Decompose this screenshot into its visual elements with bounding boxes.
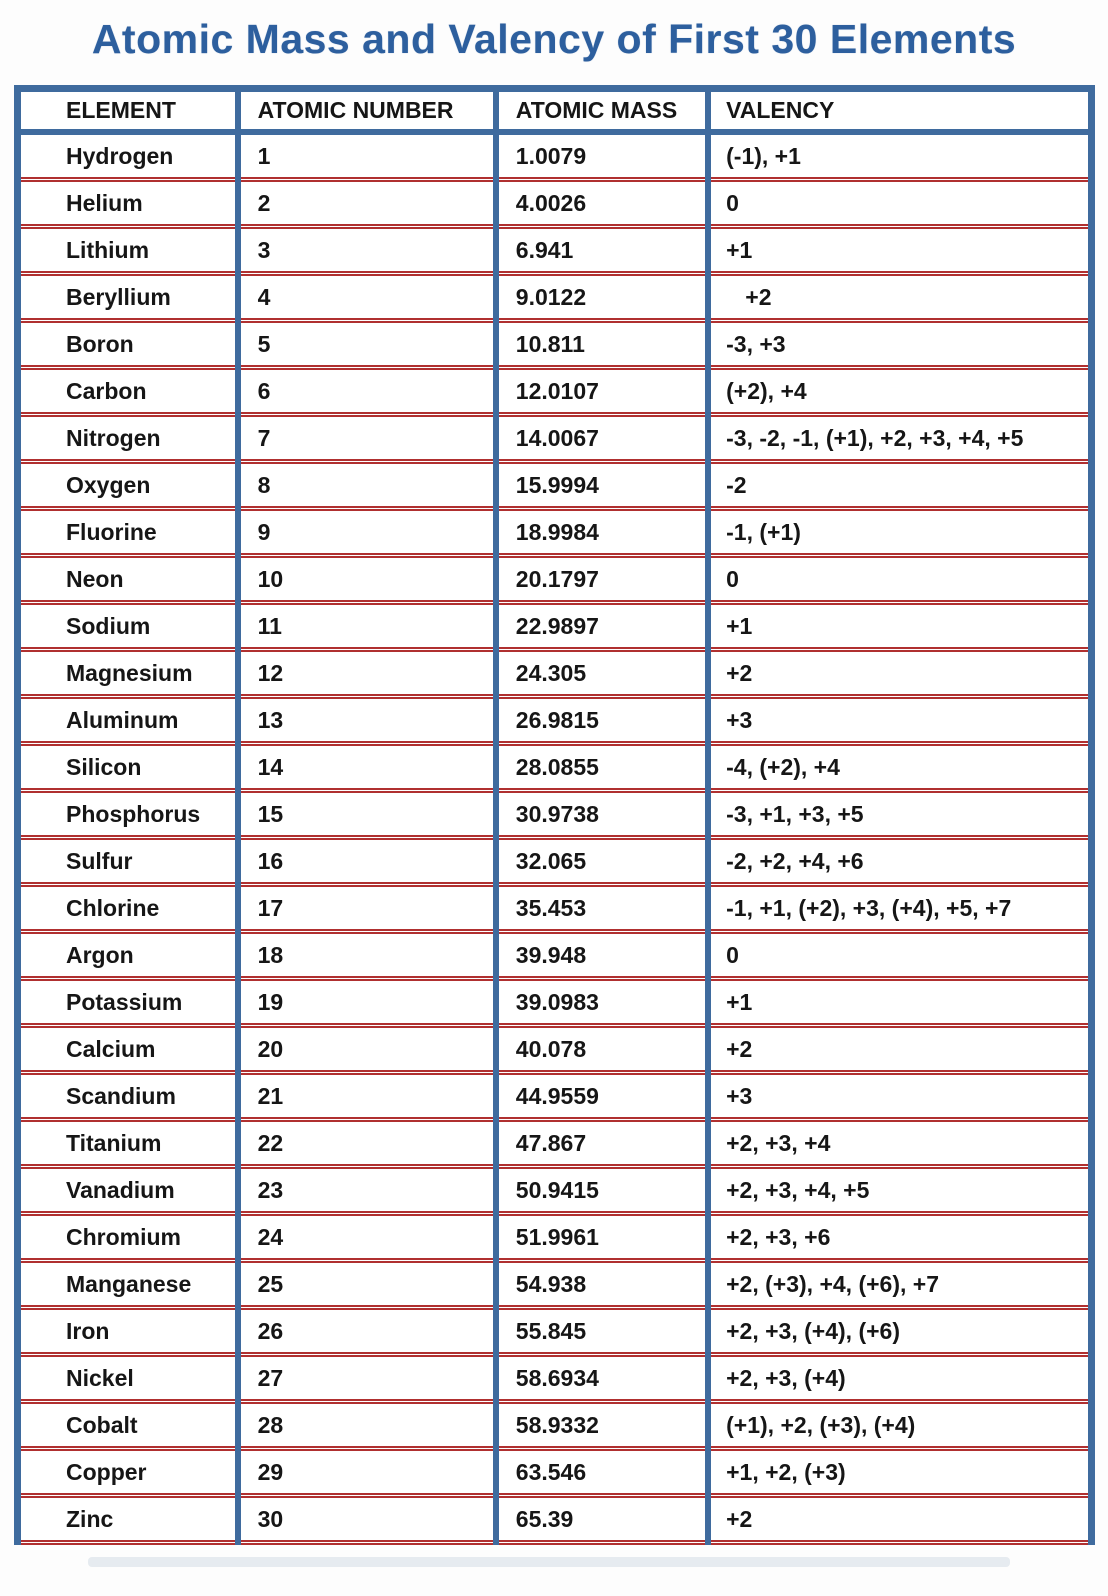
cell-element: Magnesium <box>66 659 193 686</box>
table-row <box>21 699 1088 746</box>
cell-element: Oxygen <box>66 471 151 498</box>
cell-atomic-number: 10 <box>257 565 284 592</box>
table-row <box>21 135 1088 182</box>
cell-element: Phosphorus <box>66 800 201 827</box>
cell-element: Silicon <box>66 753 142 780</box>
cell-element: Iron <box>66 1317 110 1344</box>
cell-atomic-number: 4 <box>257 283 271 310</box>
cell-atomic-number: 1 <box>257 142 271 169</box>
cell-atomic-number: 17 <box>257 894 284 921</box>
cell-valency: +1 <box>726 612 753 639</box>
cell-valency: +2, +3, (+4), (+6) <box>726 1317 900 1344</box>
cell-valency: 0 <box>726 189 739 216</box>
cell-atomic-mass: 47.867 <box>515 1129 587 1156</box>
table-row <box>21 840 1088 887</box>
cell-atomic-mass: 9.0122 <box>515 283 587 310</box>
table-row <box>21 1404 1088 1451</box>
cell-element: Beryllium <box>66 283 171 310</box>
cell-element: Aluminum <box>66 706 179 733</box>
column-separator <box>493 92 499 1545</box>
cell-atomic-number: 2 <box>257 189 271 216</box>
cell-valency: +2 <box>726 1035 753 1062</box>
cell-atomic-mass: 39.948 <box>515 941 587 968</box>
cell-atomic-mass: 58.9332 <box>515 1411 599 1438</box>
cell-element: Vanadium <box>66 1176 175 1203</box>
cell-valency: +1 <box>726 988 753 1015</box>
cell-atomic-mass: 50.9415 <box>515 1176 599 1203</box>
table-row <box>21 605 1088 652</box>
cell-valency: +2 <box>726 283 772 310</box>
cell-element: Sodium <box>66 612 151 639</box>
cell-atomic-number: 8 <box>257 471 271 498</box>
cell-valency: -2, +2, +4, +6 <box>726 847 864 874</box>
table-row <box>21 229 1088 276</box>
table-row <box>21 1498 1088 1545</box>
cell-valency: -1, (+1) <box>726 518 801 545</box>
cell-atomic-mass: 15.9994 <box>515 471 599 498</box>
elements-table <box>14 85 1095 1545</box>
header-atomic-number: ATOMIC NUMBER <box>257 97 454 123</box>
cell-atomic-number: 14 <box>257 753 284 780</box>
table-row <box>21 981 1088 1028</box>
cell-atomic-number: 24 <box>257 1223 284 1250</box>
cell-element: Helium <box>66 189 143 216</box>
cell-atomic-number: 27 <box>257 1364 284 1391</box>
cell-atomic-number: 11 <box>257 612 282 639</box>
cell-valency: +2, +3, +4 <box>726 1129 831 1156</box>
table-row <box>21 887 1088 934</box>
cell-atomic-mass: 39.0983 <box>515 988 599 1015</box>
cell-atomic-mass: 54.938 <box>515 1270 587 1297</box>
cell-element: Scandium <box>66 1082 176 1109</box>
cell-atomic-mass: 24.305 <box>515 659 587 686</box>
table-row <box>21 511 1088 558</box>
cell-atomic-mass: 26.9815 <box>515 706 599 733</box>
cell-element: Hydrogen <box>66 142 174 169</box>
table-row <box>21 1169 1088 1216</box>
cell-atomic-mass: 28.0855 <box>515 753 599 780</box>
cell-element: Copper <box>66 1458 147 1485</box>
cell-valency: +2, +3, +6 <box>726 1223 831 1250</box>
table-row <box>21 1075 1088 1122</box>
cell-valency: -2 <box>726 471 747 498</box>
table-row <box>21 182 1088 229</box>
cell-valency: (+2), +4 <box>726 377 807 404</box>
cell-atomic-mass: 1.0079 <box>515 142 587 169</box>
cell-atomic-mass: 65.39 <box>515 1505 574 1532</box>
cell-valency: +1 <box>726 236 753 263</box>
cell-valency: +2, (+3), +4, (+6), +7 <box>726 1270 939 1297</box>
cell-atomic-number: 29 <box>257 1458 284 1485</box>
cell-atomic-number: 28 <box>257 1411 284 1438</box>
cell-atomic-number: 18 <box>257 941 284 968</box>
table-row <box>21 276 1088 323</box>
cell-valency: 0 <box>726 941 739 968</box>
cell-atomic-number: 12 <box>257 659 284 686</box>
table-row <box>21 1451 1088 1498</box>
cell-atomic-mass: 22.9897 <box>515 612 599 639</box>
cell-element: Argon <box>66 941 134 968</box>
cell-atomic-mass: 6.941 <box>515 236 574 263</box>
header-element: ELEMENT <box>66 97 176 123</box>
cell-element: Fluorine <box>66 518 157 545</box>
cell-element: Cobalt <box>66 1411 138 1438</box>
table-row <box>21 652 1088 699</box>
cell-atomic-mass: 12.0107 <box>515 377 599 404</box>
cell-element: Nitrogen <box>66 424 161 451</box>
cell-atomic-mass: 32.065 <box>515 847 587 874</box>
cell-element: Calcium <box>66 1035 156 1062</box>
table-row <box>21 746 1088 793</box>
cell-atomic-number: 16 <box>257 847 284 874</box>
table-row <box>21 1310 1088 1357</box>
cell-valency: +2, +3, (+4) <box>726 1364 846 1391</box>
cell-valency: (+1), +2, (+3), (+4) <box>726 1411 916 1438</box>
cell-element: Titanium <box>66 1129 162 1156</box>
table-row <box>21 1357 1088 1404</box>
cell-valency: (-1), +1 <box>726 142 801 169</box>
cell-valency: +2 <box>726 1505 753 1532</box>
cell-atomic-number: 9 <box>257 518 271 545</box>
cell-element: Sulfur <box>66 847 133 874</box>
cell-valency: -3, +1, +3, +5 <box>726 800 864 827</box>
table-row <box>21 558 1088 605</box>
cell-atomic-number: 25 <box>257 1270 284 1297</box>
cell-valency: -3, +3 <box>726 330 786 357</box>
cell-atomic-mass: 20.1797 <box>515 565 599 592</box>
cell-atomic-mass: 63.546 <box>515 1458 587 1485</box>
cell-atomic-number: 20 <box>257 1035 284 1062</box>
cell-atomic-mass: 14.0067 <box>515 424 599 451</box>
cell-valency: +3 <box>726 1082 753 1109</box>
table-header-row <box>21 92 1088 135</box>
table-row <box>21 934 1088 981</box>
table-row <box>21 464 1088 511</box>
header-valency: VALENCY <box>726 97 835 123</box>
cell-atomic-number: 30 <box>257 1505 284 1532</box>
cell-valency: +3 <box>726 706 753 733</box>
table-body <box>21 135 1088 1545</box>
cell-atomic-mass: 51.9961 <box>515 1223 599 1250</box>
cell-element: Boron <box>66 330 134 357</box>
cell-element: Zinc <box>66 1505 114 1532</box>
cell-element: Manganese <box>66 1270 192 1297</box>
cell-atomic-number: 19 <box>257 988 284 1015</box>
cell-atomic-mass: 40.078 <box>515 1035 587 1062</box>
cell-element: Potassium <box>66 988 183 1015</box>
table-row <box>21 1263 1088 1310</box>
cell-valency: +2, +3, +4, +5 <box>726 1176 870 1203</box>
cell-atomic-mass: 44.9559 <box>515 1082 599 1109</box>
page-title: Atomic Mass and Valency of First 30 Elements <box>91 16 1017 62</box>
cell-atomic-number: 7 <box>257 424 271 451</box>
cell-atomic-mass: 10.811 <box>515 330 585 357</box>
cell-atomic-number: 6 <box>257 377 271 404</box>
cell-element: Carbon <box>66 377 147 404</box>
cell-atomic-number: 23 <box>257 1176 284 1203</box>
cell-atomic-mass: 58.6934 <box>515 1364 599 1391</box>
column-separator <box>705 92 711 1545</box>
table-row <box>21 1122 1088 1169</box>
cell-element: Chlorine <box>66 894 160 921</box>
cell-atomic-number: 5 <box>257 330 271 357</box>
table-row <box>21 1028 1088 1075</box>
table-row <box>21 323 1088 370</box>
cell-atomic-mass: 35.453 <box>515 894 587 921</box>
cell-atomic-mass: 55.845 <box>515 1317 587 1344</box>
cell-valency: -4, (+2), +4 <box>726 753 840 780</box>
cell-atomic-number: 21 <box>257 1082 284 1109</box>
cell-element: Neon <box>66 565 124 592</box>
table-row <box>21 370 1088 417</box>
cell-valency: +2 <box>726 659 753 686</box>
cell-atomic-mass: 18.9984 <box>515 518 599 545</box>
cell-atomic-number: 13 <box>257 706 284 733</box>
cell-atomic-number: 15 <box>257 800 284 827</box>
cell-valency: -1, +1, (+2), +3, (+4), +5, +7 <box>726 894 1012 921</box>
cell-atomic-mass: 4.0026 <box>515 189 587 216</box>
table-row <box>21 417 1088 464</box>
cell-valency: 0 <box>726 565 739 592</box>
cell-atomic-mass: 30.9738 <box>515 800 599 827</box>
cell-element: Lithium <box>66 236 150 263</box>
column-separator <box>235 92 241 1545</box>
cell-element: Chromium <box>66 1223 181 1250</box>
cell-element: Nickel <box>66 1364 134 1391</box>
cell-valency: -3, -2, -1, (+1), +2, +3, +4, +5 <box>726 424 1024 451</box>
cell-atomic-number: 26 <box>257 1317 284 1344</box>
cell-atomic-number: 22 <box>257 1129 284 1156</box>
table-row <box>21 1216 1088 1263</box>
header-atomic-mass: ATOMIC MASS <box>515 97 678 123</box>
table-row <box>21 793 1088 840</box>
cell-valency: +1, +2, (+3) <box>726 1458 846 1485</box>
cell-atomic-number: 3 <box>257 236 271 263</box>
table-bottom-shadow <box>88 1557 1010 1567</box>
